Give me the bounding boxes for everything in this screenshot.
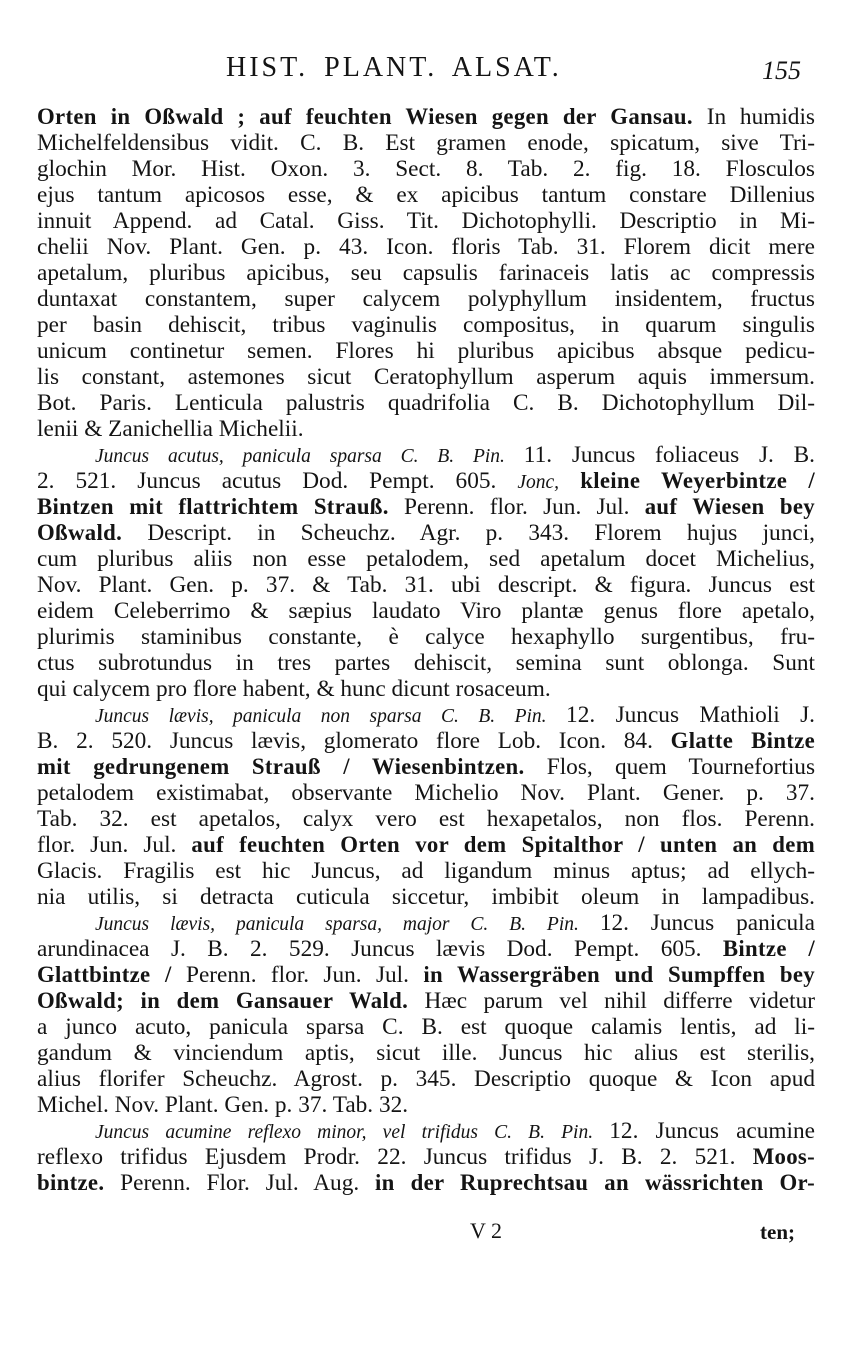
text-span: Bot. Paris. Lenticula palustris quadrifolia C. B. Dichotophyllum Dil- [37,390,815,416]
text-span: Perenn. flor. Jun. Jul. [171,962,424,988]
text-span: chelii Nov. Plant. Gen. p. 43. Icon. floris Tab. 31. Florem dicit mere [37,234,815,260]
text-line [37,1118,815,1144]
text-span: apetalum, pluribus apicibus, seu capsulis farinaceis latis ac compressis [37,260,815,286]
german-text-span: mit gedrungenem Strauß / Wiesenbintzen. [37,754,525,779]
text-span: 12. Juncus acumine [609,1118,815,1144]
text-line [37,1066,815,1092]
text-line [37,312,815,338]
text-span: glochin Mor. Hist. Oxon. 3. Sect. 8. Tab. 2. fig. 18. Flosculos [37,156,815,182]
running-title: HIST. PLANT. ALSAT. [226,52,562,83]
italic-citation-span: Juncus lævis, panicula sparsa, major C. B. Pin. [95,914,600,935]
german-text-span: Glatte Bintze [670,728,815,753]
page-number: 155 [762,56,801,85]
text-line [37,1144,815,1170]
italic-citation-span: Jonc, [517,472,560,493]
text-span: Glacis. Fragilis est hic Juncus, ad ligandum minus aptus; ad ellych- [37,858,815,884]
italic-citation-span: Juncus lævis, panicula non sparsa C. B. Pin. [95,706,567,727]
text-span: Perenn. flor. Jun. Jul. [388,494,645,520]
text-line [37,988,815,1014]
text-line [37,364,815,390]
text-line [37,884,815,910]
text-line [37,754,815,780]
text-span: petalodem existimabat, observante Michelio Nov. Plant. Gener. p. 37. [37,780,815,806]
text-span: 2. 521. Juncus acutus Dod. Pempt. 605. [37,468,518,494]
text-span: B. 2. 520. Juncus lævis, glomerato flore Lob. Icon. 84. [37,728,671,754]
german-text-span: kleine Weyerbintze / [559,468,815,493]
text-span: a junco acuto, panicula sparsa C. B. est quoque calamis lentis, ad li- [37,1014,815,1040]
german-text-span: Moos- [752,1144,815,1169]
text-span: alius florifer Scheuchz. Agrost. p. 345. Descriptio quoque & Icon apud [37,1066,815,1092]
text-line [37,338,815,364]
text-span: Tab. 32. est apetalos, calyx vero est hexapetalos, non flos. Perenn. [37,806,815,832]
page-header [0,52,850,92]
text-line [37,442,815,468]
text-span: In humidis [692,104,815,130]
text-line [37,130,815,156]
german-text-span: Oßwald. [37,520,123,545]
text-line [37,858,815,884]
text-span: 12. Juncus Mathioli J. [566,702,815,728]
text-span: Perenn. Flor. Jul. Aug. [104,1170,375,1196]
german-text-span: Orten in Oßwald ; auf feuchten Wiesen gegen der Gansau. [37,104,693,129]
text-line [37,832,815,858]
text-line [37,520,815,546]
text-line [37,962,815,988]
text-span: lis constant, astemones sicut Ceratophyllum asperum aquis immersum. [37,364,815,390]
german-text-span: Bintzen mit flattrichtem Strauß. [37,494,389,519]
text-line [37,1014,815,1040]
text-span: ejus tantum apicosos esse, & ex apicibus tantum constare Dillenius [37,182,815,208]
german-text-span: auf feuchten Orten vor dem Spitalthor / unten an dem [191,832,815,857]
text-line [37,650,815,676]
text-span: Michel. Nov. Plant. Gen. p. 37. Tab. 32. [37,1092,409,1118]
german-text-span: auf Wiesen bey [644,494,815,519]
catchword: ten; [760,1220,795,1244]
german-text-span: Glattbintze / [37,962,172,987]
text-line [37,728,815,754]
text-span: nia utilis, si detracta cuticula siccetur, imbibit oleum in lampadibus. [37,884,815,910]
text-span: arundinacea J. B. 2. 529. Juncus lævis Dod. Pempt. 605. [37,936,723,962]
text-span: Nov. Plant. Gen. p. 37. & Tab. 31. ubi descript. & figura. Juncus est [37,572,815,598]
italic-citation-span: Juncus acutus, panicula sparsa C. B. Pin. [95,446,524,467]
text-span: Hæc parum vel nihil differre videtur [408,988,815,1014]
text-line [37,260,815,286]
text-line [37,1170,815,1196]
text-span: Flos, quem Tournefortius [524,754,815,780]
text-line [37,104,815,130]
text-line [37,182,815,208]
german-text-span: in Wassergräben und Sumpffen bey [423,962,815,987]
text-line [37,416,815,442]
text-span: per basin dehiscit, tribus vaginulis compositus, in quarum singulis [37,312,815,338]
text-line [37,702,815,728]
text-line [37,390,815,416]
text-span: unicum continetur semen. Flores hi pluribus apicibus absque pedicu- [37,338,815,364]
text-span: qui calycem pro flore habent, & hunc dicunt rosaceum. [37,676,551,702]
text-span: Michelfeldensibus vidit. C. B. Est gramen enode, spicatum, sive Tri- [37,130,815,156]
text-line [37,806,815,832]
text-span: ctus subrotundus in tres partes dehiscit, semina sunt oblonga. Sunt [37,650,815,676]
text-line [37,572,815,598]
text-line [37,676,815,702]
text-line [37,494,815,520]
german-text-span: Oßwald; in dem Gansauer Wald. [37,988,409,1013]
text-span: innuit Append. ad Catal. Giss. Tit. Dichotophylli. Descriptio in Mi- [37,208,815,234]
text-span: reflexo trifidus Ejusdem Prodr. 22. Juncus trifidus J. B. 2. 521. [37,1144,753,1170]
text-line [37,286,815,312]
text-line [37,156,815,182]
italic-citation-span: Juncus acumine reflexo minor, vel trifidus C. B. Pin. [95,1122,610,1143]
text-span: 12. Juncus panicula [599,910,815,936]
page-footer [0,1218,850,1248]
text-line [37,780,815,806]
german-text-span: bintze. [37,1170,105,1195]
text-span: duntaxat constantem, super calycem polyphyllum insidentem, fructus [37,286,815,312]
text-line [37,208,815,234]
text-span: lenii & Zanichellia Michelii. [37,416,304,442]
text-span: plurimis staminibus constante, è calyce hexaphyllo surgentibus, fru- [37,624,815,650]
text-span: Descript. in Scheuchz. Agr. p. 343. Florem hujus junci, [122,520,815,546]
text-line [37,546,815,572]
signature-mark: V 2 [470,1218,502,1243]
text-line [37,598,815,624]
text-span: 11. Juncus foliaceus J. B. [523,442,815,468]
text-line [37,936,815,962]
german-text-span: in der Ruprechtsau an wässrichten Or- [375,1170,815,1195]
text-line [37,1092,815,1118]
text-span: eidem Celeberrimo & sæpius laudato Viro plantæ genus flore apetalo, [37,598,815,624]
text-span: cum pluribus aliis non esse petalodem, sed apetalum docet Michelius, [37,546,815,572]
text-line [37,468,815,494]
text-line [37,910,815,936]
text-line [37,234,815,260]
german-text-span: Bintze / [722,936,815,961]
text-line [37,624,815,650]
text-line [37,1040,815,1066]
body-text [37,104,815,1196]
text-span: gandum & vinciendum aptis, sicut ille. Juncus hic alius est sterilis, [37,1040,815,1066]
text-span: flor. Jun. Jul. [37,832,192,858]
